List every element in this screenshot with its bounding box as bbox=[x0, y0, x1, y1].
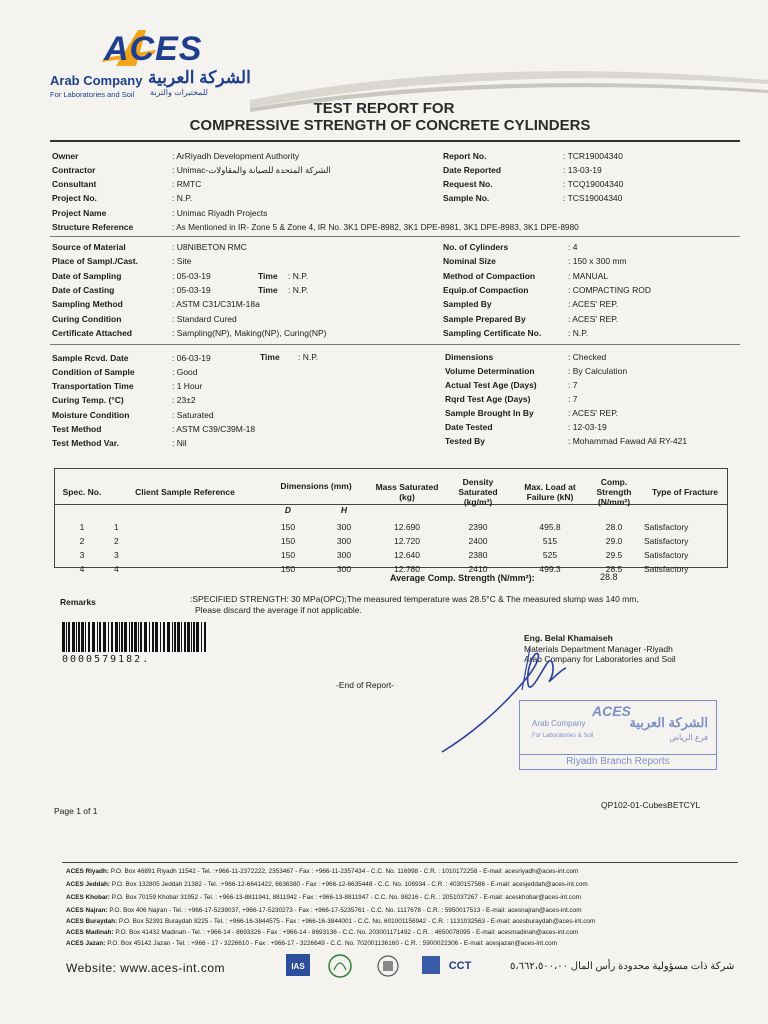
info-value: : Saturated bbox=[172, 410, 214, 420]
cell-ref: 3 bbox=[114, 550, 119, 560]
report-title-line1: TEST REPORT FOR bbox=[313, 100, 455, 117]
time-label: Time bbox=[260, 352, 280, 362]
info-value: : RMTC bbox=[172, 179, 202, 189]
barcode-bar bbox=[62, 622, 65, 652]
cell-h: 300 bbox=[336, 536, 352, 546]
table-row bbox=[54, 534, 728, 548]
branch-stamp bbox=[519, 700, 717, 770]
cell-mass: 12.720 bbox=[394, 536, 420, 546]
info-label: Condition of Sample bbox=[52, 367, 135, 377]
info-label: Date of Casting bbox=[52, 285, 115, 295]
cell-load: 525 bbox=[542, 550, 558, 560]
saudi-emblem-icon bbox=[329, 955, 351, 977]
info-label: Report No. bbox=[443, 151, 487, 161]
average-strength-value: 28.8 bbox=[600, 572, 618, 582]
stamp-footer: Riyadh Branch Reports bbox=[520, 754, 716, 767]
stamp-logo: ACES bbox=[592, 703, 631, 719]
barcode-bar bbox=[66, 622, 67, 652]
barcode-bar bbox=[155, 622, 158, 652]
barcode-bar bbox=[144, 622, 147, 652]
col-d: D bbox=[284, 505, 292, 515]
info-value: : Nil bbox=[172, 438, 187, 448]
remarks-line2: Please discard the average if not applicable. bbox=[195, 605, 362, 615]
info-value: : ArRiyadh Development Authority bbox=[172, 151, 300, 161]
cell-d: 150 bbox=[280, 536, 296, 546]
time-value: : N.P. bbox=[288, 271, 309, 281]
info-label: Actual Test Age (Days) bbox=[445, 380, 537, 390]
info-label: Sampled By bbox=[443, 299, 492, 309]
address-line: ACES Jeddah: P.O. Box 132805 Jeddah 21382 - Tel. :+966-12-6641422, 6636380 - Fax : +966-12-6635448 - C.C. No. 106934 - C.R. : 4030157586 - E-mail: acesjeddah@aces-int.com bbox=[66, 881, 588, 888]
barcode-bar bbox=[72, 622, 75, 652]
stamp-company-en: Arab Company bbox=[532, 719, 586, 728]
barcode-bar bbox=[177, 622, 180, 652]
signatory-title: Materials Department Manager -Riyadh bbox=[524, 644, 673, 654]
cell-spec: 2 bbox=[79, 536, 85, 546]
barcode-bar bbox=[108, 622, 109, 652]
footer-rule bbox=[62, 862, 738, 863]
average-strength-label: Average Comp. Strength (N/mm²): bbox=[390, 573, 535, 583]
barcode-bar bbox=[167, 622, 170, 652]
info-label: Place of Sampl./Cast. bbox=[52, 256, 138, 266]
info-label: Moisture Condition bbox=[52, 410, 130, 420]
info-value: : 4 bbox=[568, 242, 578, 252]
stamp-sub-ar: فرع الرياض bbox=[669, 733, 708, 742]
barcode-bar bbox=[172, 622, 173, 652]
barcode-bar bbox=[124, 622, 127, 652]
company-sub-ar: للمختبرات والتربة bbox=[150, 88, 208, 97]
col-dimensions: Dimensions (mm) bbox=[280, 481, 352, 491]
info-value: : 150 x 300 mm bbox=[568, 256, 627, 266]
section-divider bbox=[50, 344, 740, 345]
info-value: : 13-03-19 bbox=[563, 165, 602, 175]
info-value: : 1 Hour bbox=[172, 381, 203, 391]
barcode-bar bbox=[191, 622, 192, 652]
info-value: : 12-03-19 bbox=[568, 422, 607, 432]
info-value: : N.P. bbox=[568, 328, 589, 338]
info-label: Test Method bbox=[52, 424, 102, 434]
cct-badge-text: CCT bbox=[448, 960, 472, 972]
barcode-bar bbox=[76, 622, 77, 652]
barcode-bar bbox=[85, 622, 86, 652]
info-value: : By Calculation bbox=[568, 366, 628, 376]
barcode-bar bbox=[160, 622, 161, 652]
cell-d: 150 bbox=[280, 550, 296, 560]
address-line: ACES Buraydah: P.O. Box 52391 Buraydah 8225 - Tel. : +966-16-3844575 - Fax : +966-16-3844001 - C.C. No. 601001156942 - C.R. : 1131032563 - E-mail: acesburaydah@aces-int.com bbox=[66, 918, 596, 925]
info-label: Curing Condition bbox=[52, 314, 122, 324]
barcode-bar bbox=[152, 622, 154, 652]
info-label: Sample Brought In By bbox=[445, 408, 534, 418]
cell-load: 499.3 bbox=[539, 564, 561, 574]
info-label: Request No. bbox=[443, 179, 493, 189]
info-value: : 05-03-19 bbox=[172, 285, 211, 295]
info-value: : Unimac Riyadh Projects bbox=[172, 208, 268, 218]
barcode-bar bbox=[138, 622, 139, 652]
report-title-line2: COMPRESSIVE STRENGTH OF CONCRETE CYLINDERS bbox=[189, 117, 591, 134]
info-value: : Site bbox=[172, 256, 192, 266]
info-label: Consultant bbox=[52, 179, 97, 189]
cell-strength: 28.5 bbox=[605, 564, 623, 574]
title-rule bbox=[50, 140, 740, 142]
time-value: : N.P. bbox=[298, 352, 319, 362]
info-label: Source of Material bbox=[52, 242, 126, 252]
company-name-ar: الشركة العربية bbox=[148, 68, 251, 87]
barcode-bar bbox=[121, 622, 123, 652]
time-value: : N.P. bbox=[288, 285, 309, 295]
cell-load: 495.8 bbox=[539, 522, 561, 532]
form-code: QP102-01-CubesBETCYL bbox=[601, 800, 701, 810]
signatory-name: Eng. Belal Khamaiseh bbox=[524, 633, 613, 643]
barcode-bar bbox=[97, 622, 98, 652]
stamp-company-ar: الشركة العربية bbox=[629, 715, 708, 730]
col-max-load: Max. Load at Failure (kN) bbox=[524, 482, 576, 502]
cell-strength: 29.5 bbox=[605, 550, 623, 560]
info-value: : N.P. bbox=[172, 193, 193, 203]
barcode-number: 0000579182. bbox=[62, 654, 151, 665]
cell-strength: 29.0 bbox=[605, 536, 623, 546]
info-label: Structure Reference bbox=[52, 222, 134, 232]
remarks-line1: :SPECIFIED STRENGTH: 30 MPa(OPC);The measured temperature was 28.5°C & The measured slump was 140 mm, bbox=[190, 594, 639, 604]
barcode-bar bbox=[78, 622, 80, 652]
cell-h: 300 bbox=[336, 522, 352, 532]
barcode-bar bbox=[115, 622, 118, 652]
cell-fracture: Satisfactory bbox=[644, 564, 689, 574]
info-label: Sampling Method bbox=[52, 299, 123, 309]
cell-fracture: Satisfactory bbox=[644, 550, 689, 560]
barcode-bar bbox=[134, 622, 137, 652]
info-label: Owner bbox=[52, 151, 79, 161]
cell-mass: 12.780 bbox=[394, 564, 420, 574]
barcode-bar bbox=[92, 622, 95, 652]
cell-load: 515 bbox=[542, 536, 558, 546]
barcode-bar bbox=[187, 622, 190, 652]
info-label: Contractor bbox=[52, 165, 96, 175]
col-h: H bbox=[340, 505, 348, 515]
cell-strength: 28.0 bbox=[605, 522, 623, 532]
barcode-bar bbox=[140, 622, 142, 652]
page-number: Page 1 of 1 bbox=[54, 806, 98, 816]
info-label: Project Name bbox=[52, 208, 107, 218]
barcode-bar bbox=[88, 622, 90, 652]
cell-spec: 1 bbox=[79, 522, 85, 532]
info-value: : Checked bbox=[568, 352, 607, 362]
remarks-label: Remarks bbox=[60, 597, 96, 607]
ias-badge-text: IAS bbox=[291, 962, 305, 971]
info-label: Transportation Time bbox=[52, 381, 134, 391]
barcode-bar bbox=[81, 622, 84, 652]
cell-d: 150 bbox=[280, 564, 296, 574]
col-fracture: Type of Fracture bbox=[652, 487, 718, 497]
info-value: : ACES' REP. bbox=[568, 408, 619, 418]
barcode-bar bbox=[131, 622, 133, 652]
table-row bbox=[54, 548, 728, 562]
info-value: : Standard Cured bbox=[172, 314, 237, 324]
cell-h: 300 bbox=[336, 550, 352, 560]
barcode-bar bbox=[103, 622, 106, 652]
company-sub-en: For Laboratories and Soil bbox=[50, 90, 135, 99]
address-line: ACES Khobar: P.O. Box 70159 Khobar 31952 - Tel. : +966-13-8811941, 8811942 - Fax : +966-13-8811947 - C.C. No. 98216 - C.R. : 2051037267 - E-mail: aceskhobar@aces-int.com bbox=[66, 894, 581, 901]
aso-badge-icon bbox=[422, 956, 440, 974]
info-label: No. of Cylinders bbox=[443, 242, 509, 252]
cell-ref: 2 bbox=[114, 536, 119, 546]
cell-mass: 12.640 bbox=[394, 550, 420, 560]
info-value: : 05-03-19 bbox=[172, 271, 211, 281]
info-value: : TCQ19004340 bbox=[563, 179, 624, 189]
cell-density: 2410 bbox=[468, 564, 488, 574]
barcode-bar bbox=[68, 622, 70, 652]
info-value: : ACES' REP. bbox=[568, 314, 619, 324]
cell-fracture: Satisfactory bbox=[644, 536, 689, 546]
barcode-bar bbox=[129, 622, 130, 652]
cell-density: 2400 bbox=[468, 536, 488, 546]
info-label: Sampling Certificate No. bbox=[443, 328, 542, 338]
col-client-ref: Client Sample Reference bbox=[135, 487, 235, 497]
signatory-org: Arab Company for Laboratories and Soil bbox=[524, 654, 676, 664]
address-line: ACES Madinah: P.O. Box 41432 Madinah - Tel. : +966-14 - 8693326 - Fax : +966-14 - 8693136 - C.C. No. 203001171492 - C.R. : 4650078095 - E-mail: acesmadinah@aces-int.com bbox=[66, 929, 579, 936]
cell-density: 2390 bbox=[468, 522, 488, 532]
time-label: Time bbox=[258, 271, 278, 281]
info-label: Test Method Var. bbox=[52, 438, 119, 448]
results-table bbox=[54, 468, 728, 576]
col-mass: Mass Saturated (kg) bbox=[375, 482, 439, 502]
info-label: Date of Sampling bbox=[52, 271, 122, 281]
info-value: : 06-03-19 bbox=[172, 353, 211, 363]
info-value: : TCR19004340 bbox=[563, 151, 623, 161]
info-label: Equip.of Compaction bbox=[443, 285, 529, 295]
info-value: : 7 bbox=[568, 394, 578, 404]
barcode-bar bbox=[181, 622, 182, 652]
info-label: Certificate Attached bbox=[52, 328, 132, 338]
website-link[interactable]: Website: www.aces-int.com bbox=[66, 961, 225, 975]
barcode-bar bbox=[204, 622, 206, 652]
cell-mass: 12.690 bbox=[394, 522, 420, 532]
cell-density: 2380 bbox=[468, 550, 488, 560]
info-label: Tested By bbox=[445, 436, 485, 446]
info-value: : Unimac-الشركة المتحدة للصيانة والمقاولات bbox=[172, 165, 331, 175]
info-value: : Good bbox=[172, 367, 198, 377]
barcode-bar bbox=[174, 622, 176, 652]
barcode-bar bbox=[111, 622, 113, 652]
col-density: Density Saturated (kg/m³) bbox=[458, 477, 498, 507]
barcode-bar bbox=[184, 622, 186, 652]
barcode-bar bbox=[163, 622, 165, 652]
remarks-text bbox=[190, 594, 730, 616]
cell-d: 150 bbox=[280, 522, 296, 532]
info-label: Method of Compaction bbox=[443, 271, 536, 281]
cell-spec: 3 bbox=[79, 550, 85, 560]
info-label: Dimensions bbox=[445, 352, 494, 362]
cell-ref: 1 bbox=[114, 522, 119, 532]
info-value: : Mohammad Fawad Ali RY-421 bbox=[568, 436, 688, 446]
info-label: Date Reported bbox=[443, 165, 502, 175]
barcode-bar bbox=[149, 622, 150, 652]
info-value: : TCS19004340 bbox=[563, 193, 623, 203]
info-value: : Sampling(NP), Making(NP), Curing(NP) bbox=[172, 328, 327, 338]
info-value: : COMPACTING ROD bbox=[568, 285, 651, 295]
footer-arabic: شركة ذات مسؤولية محدودة رأس المال ٥،٦٦٢،٥٠٠،٠٠ bbox=[510, 961, 735, 972]
stamp-sub-en: For Laboratories & Soil bbox=[532, 733, 594, 739]
info-label: Project No. bbox=[52, 193, 97, 203]
info-value: : 7 bbox=[568, 380, 578, 390]
cell-ref: 4 bbox=[114, 564, 119, 574]
cell-spec: 4 bbox=[79, 564, 85, 574]
time-label: Time bbox=[258, 285, 278, 295]
info-label: Curing Temp. (°C) bbox=[52, 395, 124, 405]
barcode-bar bbox=[193, 622, 195, 652]
col-spec-no: Spec. No. bbox=[62, 487, 102, 497]
table-row bbox=[54, 520, 728, 534]
cell-fracture: Satisfactory bbox=[644, 522, 689, 532]
info-value: : 23±2 bbox=[172, 395, 196, 405]
section-divider bbox=[50, 236, 740, 237]
info-value: : ACES' REP. bbox=[568, 299, 619, 309]
cell-h: 300 bbox=[336, 564, 352, 574]
address-line: ACES Jazan: P.O. Box 45142 Jazan - Tel. : +966 - 17 - 3226610 - Fax : +966-17 - 3226649 - C.C. No. 702001136160 - C.R. : 5900022306 - E-mail: acesjazan@aces-int.com bbox=[66, 940, 558, 947]
address-line: ACES Riyadh: P.O. Box 46891 Riyadh 11542 - Tel. :+966-11-2372222, 2353467 - Fax : +966-11-2357434 - C.C. No. 116998 - C.R. : 1010172258 - E-mail: acesriyadh@aces-int.com bbox=[66, 868, 579, 875]
col-comp-strength: Comp. Strength (N/mm²) bbox=[596, 477, 632, 507]
barcode-bar bbox=[99, 622, 101, 652]
info-label: Volume Determination bbox=[445, 366, 535, 376]
info-value: : ASTM C31/C31M-18a bbox=[172, 299, 260, 309]
barcode-bar bbox=[201, 622, 202, 652]
info-value: : MANUAL bbox=[568, 271, 609, 281]
info-label: Sample Rcvd. Date bbox=[52, 353, 129, 363]
end-of-report: -End of Report- bbox=[336, 680, 395, 690]
logo-text: ACES bbox=[104, 30, 203, 68]
barcode-icon bbox=[62, 622, 212, 654]
barcode-bar bbox=[196, 622, 199, 652]
info-label: Date Tested bbox=[445, 422, 493, 432]
info-value: : ASTM C39/C39M-18 bbox=[172, 424, 256, 434]
address-line: ACES Najran: P.O. Box 406 Najran - Tel. : +966-17-5239037, +966-17-5230273 - Fax : +966-17-5235761 - C.C. No. 1117678 - C.R. : 5950017513 - E-mail: acesnajran@aces-int.com bbox=[66, 907, 582, 914]
company-name-en: Arab Company bbox=[50, 73, 143, 88]
info-value: : As Mentioned in IR- Zone 5 & Zone 4, IR No. 3K1 DPE-8982, 3K1 DPE-8981, 3K1 DPE-8983, 3K1 DPE-8980 bbox=[172, 222, 579, 232]
accreditation-badges bbox=[284, 952, 484, 986]
info-label: Nominal Size bbox=[443, 256, 496, 266]
barcode-bar bbox=[119, 622, 120, 652]
info-label: Rqrd Test Age (Days) bbox=[445, 394, 531, 404]
info-value: : U8NIBETON RMC bbox=[172, 242, 247, 252]
info-label: Sample Prepared By bbox=[443, 314, 526, 324]
info-label: Sample No. bbox=[443, 193, 490, 203]
